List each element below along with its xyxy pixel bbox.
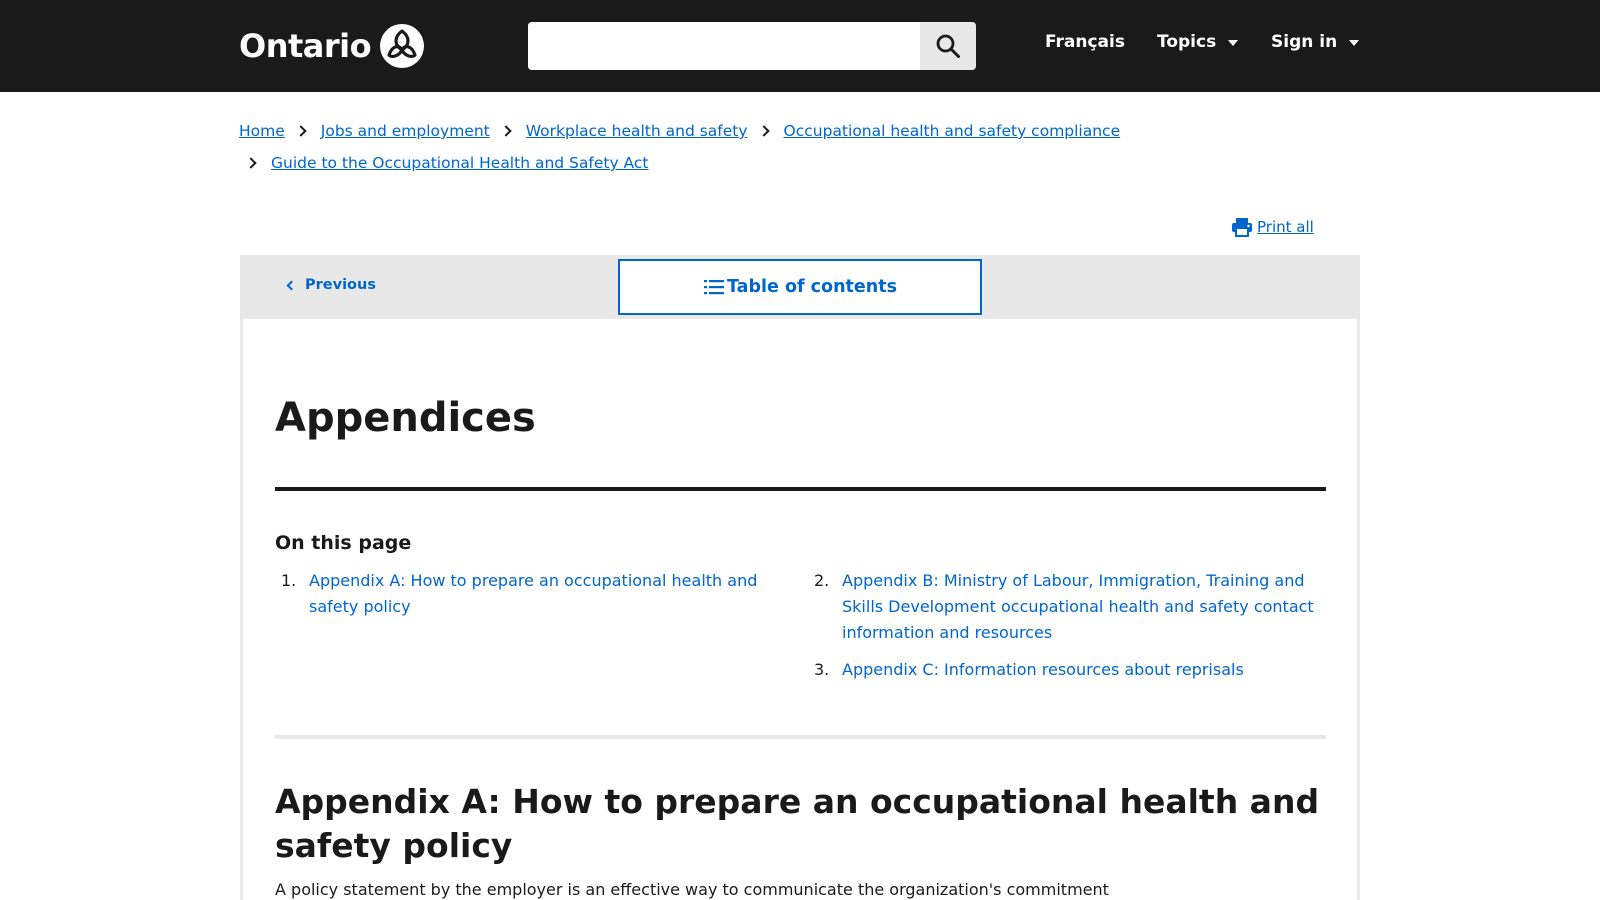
list-item-number: 1.: [281, 571, 297, 590]
sign-in-menu-button[interactable]: [1271, 32, 1359, 52]
chevron-right-icon: [245, 157, 256, 168]
breadcrumb-ohsa-guide[interactable]: Guide to the Occupational Health and Safety Act: [271, 154, 649, 172]
trillium-logo-icon: [379, 23, 425, 69]
on-this-page-list-left: [281, 568, 781, 631]
section-paragraph: A policy statement by the employer is an effective way to communicate the organization's commitment: [275, 880, 1109, 899]
breadcrumb: [239, 118, 1359, 182]
table-of-contents-label: Table of contents: [726, 277, 898, 297]
section-heading: Appendix A: How to prepare an occupational health and safety policy: [275, 782, 1320, 865]
caret-down-icon: [1349, 40, 1359, 46]
title-divider: [275, 487, 1326, 491]
previous-label: Previous: [305, 277, 376, 293]
page-navigation-bar: [240, 255, 1360, 319]
breadcrumb-row: [239, 118, 1359, 144]
search-input[interactable]: [528, 22, 920, 70]
toc-link-appendix-c[interactable]: Appendix C: Information resources about reprisals: [842, 660, 1244, 679]
site-header: [0, 0, 1600, 92]
ontario-logo[interactable]: [239, 23, 425, 69]
list-item-number: 2.: [814, 571, 830, 590]
language-toggle[interactable]: [1045, 32, 1125, 52]
search-button[interactable]: [920, 22, 976, 70]
breadcrumb-jobs-and-employment[interactable]: Jobs and employment: [320, 122, 490, 140]
on-this-page-list-right: [814, 568, 1334, 694]
breadcrumb-home[interactable]: Home: [239, 122, 285, 140]
chevron-right-icon: [758, 125, 769, 136]
topics-menu-button[interactable]: [1157, 32, 1238, 52]
list-icon: [703, 277, 725, 297]
print-all-label: Print all: [1257, 218, 1314, 236]
print-all-link[interactable]: [1231, 217, 1314, 237]
page-title: Appendices: [275, 395, 536, 441]
list-item: [814, 568, 1334, 646]
search-icon: [935, 33, 961, 59]
table-of-contents-button[interactable]: [618, 259, 982, 315]
topics-label: Topics: [1157, 32, 1217, 52]
logo-text: Ontario: [239, 27, 372, 65]
list-item-number: 3.: [814, 660, 830, 679]
on-this-page-heading: On this page: [275, 532, 412, 554]
section-divider: [275, 735, 1326, 739]
list-item: [281, 568, 781, 620]
breadcrumb-ohs-compliance[interactable]: Occupational health and safety compliance: [783, 122, 1121, 140]
breadcrumb-workplace-health-and-safety[interactable]: Workplace health and safety: [525, 122, 748, 140]
breadcrumb-row: [239, 150, 1359, 176]
previous-button[interactable]: [288, 277, 376, 293]
chevron-left-icon: [287, 280, 297, 290]
printer-icon: [1231, 217, 1253, 237]
list-item: [814, 657, 1334, 683]
french-link-label: Français: [1045, 32, 1125, 52]
search-bar: [528, 22, 976, 70]
toc-link-appendix-a[interactable]: Appendix A: How to prepare an occupational health and safety policy: [309, 571, 758, 616]
caret-down-icon: [1228, 40, 1238, 46]
sign-in-label: Sign in: [1271, 32, 1338, 52]
chevron-right-icon: [295, 125, 306, 136]
toc-link-appendix-b[interactable]: Appendix B: Ministry of Labour, Immigration, Training and Skills Development occupational health and safety contact information and resources: [842, 571, 1314, 642]
chevron-right-icon: [500, 125, 511, 136]
